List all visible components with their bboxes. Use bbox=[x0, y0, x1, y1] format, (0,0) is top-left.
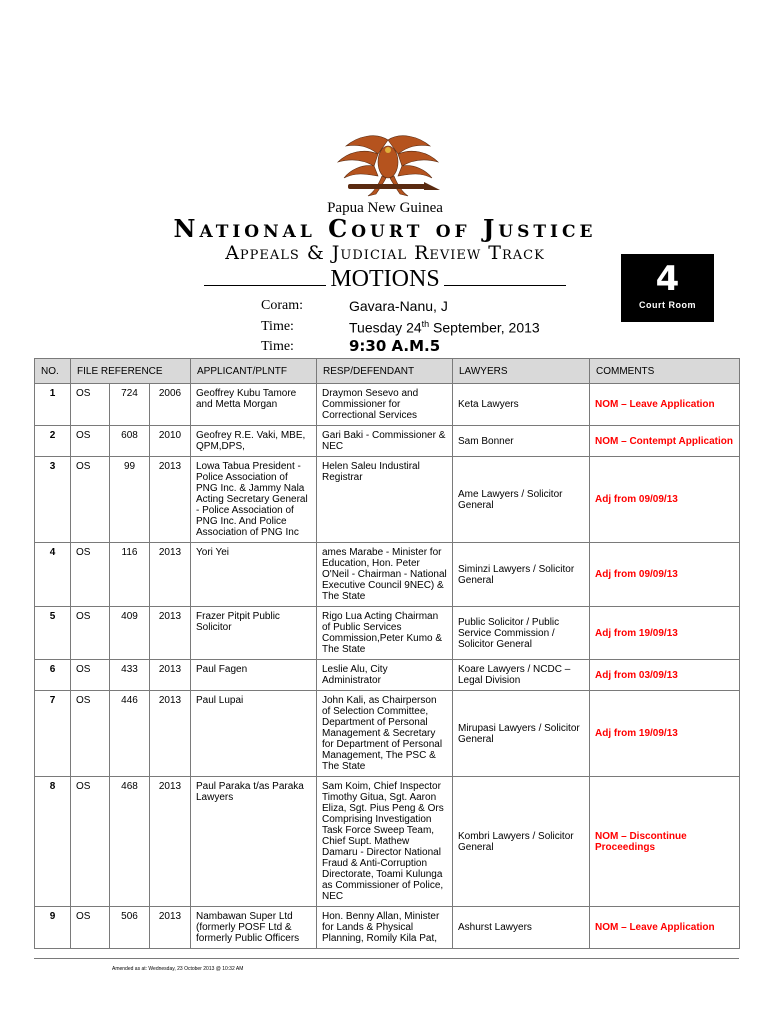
cell-year: 2006 bbox=[150, 384, 191, 426]
cell-applicant: Paul Paraka t/as Paraka Lawyers bbox=[191, 777, 317, 907]
table-row bbox=[35, 543, 740, 607]
cell-comment: NOM – Leave Application bbox=[590, 384, 740, 426]
cell-comment: Adj from 03/09/13 bbox=[590, 660, 740, 691]
coram-value: Gavara-Nanu, J bbox=[349, 298, 448, 314]
motions-table bbox=[34, 358, 740, 949]
cell-type: OS bbox=[71, 384, 110, 426]
cell-type: OS bbox=[71, 543, 110, 607]
table-bottom-rule bbox=[34, 958, 739, 959]
court-room-label: Court Room bbox=[639, 300, 696, 310]
cell-lawyers: Public Solicitor / Public Service Commission / Solicitor General bbox=[453, 607, 590, 660]
cell-no: 4 bbox=[35, 543, 71, 607]
cell-respondent: Sam Koim, Chief Inspector Timothy Gitua, Sgt. Aaron Eliza, Sgt. Pius Peng & Ors Comprising Investigation Task Force Sweep Team, Chief Supt. Mathew Damaru - Director National Fraud & Anti-Corruption Directorate, Toami Kulunga as Commissioner of Police, NEC bbox=[317, 777, 453, 907]
cell-lawyers: Mirupasi Lawyers / Solicitor General bbox=[453, 691, 590, 777]
cell-comment: Adj from 09/09/13 bbox=[590, 543, 740, 607]
cell-respondent: John Kali, as Chairperson of Selection Committee, Department of Personal Management & Secretary for Department of Personal Management, The PSC & The State bbox=[317, 691, 453, 777]
cell-type: OS bbox=[71, 607, 110, 660]
cell-comment: NOM – Leave Application bbox=[590, 907, 740, 949]
cell-type: OS bbox=[71, 691, 110, 777]
cell-applicant: Yori Yei bbox=[191, 543, 317, 607]
cell-num: 99 bbox=[110, 457, 150, 543]
cell-applicant: Lowa Tabua President - Police Association of PNG Inc. & Jammy Nala Acting Secretary General - Police Association of PNG Inc. And Police Association of PNG Inc bbox=[191, 457, 317, 543]
cell-num: 116 bbox=[110, 543, 150, 607]
cell-lawyers: Ashurst Lawyers bbox=[453, 907, 590, 949]
cell-comment: Adj from 19/09/13 bbox=[590, 607, 740, 660]
cell-type: OS bbox=[71, 426, 110, 457]
header-file-reference: FILE REFERENCE bbox=[71, 359, 191, 384]
motions-rule-left bbox=[204, 285, 326, 286]
cell-lawyers: Koare Lawyers / NCDC – Legal Division bbox=[453, 660, 590, 691]
cell-lawyers: Sam Bonner bbox=[453, 426, 590, 457]
cell-year: 2010 bbox=[150, 426, 191, 457]
cell-respondent: Rigo Lua Acting Chairman of Public Services Commission,Peter Kumo & The State bbox=[317, 607, 453, 660]
cell-respondent: ames Marabe - Minister for Education, Hon. Peter O'Neil - Chairman - National Executive Council 9NEC) & The State bbox=[317, 543, 453, 607]
amended-footer: Amended as at: Wednesday, 23 October 2013 @ 10:32 AM bbox=[112, 966, 244, 972]
cell-year: 2013 bbox=[150, 691, 191, 777]
cell-type: OS bbox=[71, 777, 110, 907]
table-row bbox=[35, 426, 740, 457]
bird-of-paradise-emblem-icon bbox=[328, 132, 448, 202]
header-lawyers: LAWYERS bbox=[453, 359, 590, 384]
table-header-row bbox=[35, 359, 740, 384]
cell-year: 2013 bbox=[150, 777, 191, 907]
table-row bbox=[35, 777, 740, 907]
date-value-sup: th bbox=[421, 319, 430, 329]
date-label: Time: bbox=[261, 319, 294, 334]
table-row bbox=[35, 660, 740, 691]
table-row bbox=[35, 907, 740, 949]
cell-no: 5 bbox=[35, 607, 71, 660]
court-title: National Court of Justice bbox=[173, 214, 597, 243]
cell-no: 3 bbox=[35, 457, 71, 543]
cell-respondent: Leslie Alu, City Administrator bbox=[317, 660, 453, 691]
cell-lawyers: Ame Lawyers / Solicitor General bbox=[453, 457, 590, 543]
cell-comment: Adj from 09/09/13 bbox=[590, 457, 740, 543]
cell-year: 2013 bbox=[150, 457, 191, 543]
cell-lawyers: Siminzi Lawyers / Solicitor General bbox=[453, 543, 590, 607]
cell-type: OS bbox=[71, 457, 110, 543]
time-value: 9:30 A.M.5 bbox=[349, 337, 441, 355]
cell-num: 446 bbox=[110, 691, 150, 777]
table-row bbox=[35, 691, 740, 777]
cell-no: 2 bbox=[35, 426, 71, 457]
cell-year: 2013 bbox=[150, 543, 191, 607]
cell-num: 433 bbox=[110, 660, 150, 691]
date-value-suffix: September, 2013 bbox=[429, 319, 540, 336]
motions-rule-right bbox=[444, 285, 566, 286]
cell-comment: Adj from 19/09/13 bbox=[590, 691, 740, 777]
track-title: Appeals & Judicial Review Track bbox=[225, 242, 545, 264]
time-label: Time: bbox=[261, 339, 294, 354]
table-row bbox=[35, 607, 740, 660]
cell-applicant: Frazer Pitpit Public Solicitor bbox=[191, 607, 317, 660]
cell-year: 2013 bbox=[150, 907, 191, 949]
cell-respondent: Draymon Sesevo and Commissioner for Correctional Services bbox=[317, 384, 453, 426]
cell-respondent: Hon. Benny Allan, Minister for Lands & Physical Planning, Romily Kila Pat, bbox=[317, 907, 453, 949]
cell-respondent: Gari Baki - Commissioner & NEC bbox=[317, 426, 453, 457]
cell-no: 8 bbox=[35, 777, 71, 907]
cell-no: 9 bbox=[35, 907, 71, 949]
cell-applicant: Paul Fagen bbox=[191, 660, 317, 691]
table-row bbox=[35, 457, 740, 543]
table-row bbox=[35, 384, 740, 426]
header-applicant: APPLICANT/PLNTF bbox=[191, 359, 317, 384]
cell-num: 506 bbox=[110, 907, 150, 949]
cell-year: 2013 bbox=[150, 607, 191, 660]
court-room-number: 4 bbox=[655, 259, 680, 299]
cell-no: 6 bbox=[35, 660, 71, 691]
cell-comment: NOM – Contempt Application bbox=[590, 426, 740, 457]
court-room-badge bbox=[621, 254, 714, 322]
header-no: NO. bbox=[35, 359, 71, 384]
cell-comment: NOM – Discontinue Proceedings bbox=[590, 777, 740, 907]
cell-num: 724 bbox=[110, 384, 150, 426]
header-respondent: RESP/DEFENDANT bbox=[317, 359, 453, 384]
header-comments: COMMENTS bbox=[590, 359, 740, 384]
cell-applicant: Geoffrey Kubu Tamore and Metta Morgan bbox=[191, 384, 317, 426]
cell-type: OS bbox=[71, 907, 110, 949]
cell-applicant: Geofrey R.E. Vaki, MBE, QPM,DPS, bbox=[191, 426, 317, 457]
cell-no: 1 bbox=[35, 384, 71, 426]
cell-no: 7 bbox=[35, 691, 71, 777]
cell-num: 409 bbox=[110, 607, 150, 660]
cell-type: OS bbox=[71, 660, 110, 691]
cell-lawyers: Keta Lawyers bbox=[453, 384, 590, 426]
cell-num: 608 bbox=[110, 426, 150, 457]
cell-applicant: Paul Lupai bbox=[191, 691, 317, 777]
cell-num: 468 bbox=[110, 777, 150, 907]
date-value-prefix: Tuesday 24 bbox=[349, 319, 422, 336]
cell-respondent: Helen Saleu Industiral Registrar bbox=[317, 457, 453, 543]
cell-year: 2013 bbox=[150, 660, 191, 691]
cell-applicant: Nambawan Super Ltd (formerly POSF Ltd & formerly Public Officers bbox=[191, 907, 317, 949]
cell-lawyers: Kombri Lawyers / Solicitor General bbox=[453, 777, 590, 907]
date-value bbox=[349, 319, 540, 336]
coram-label: Coram: bbox=[261, 298, 303, 313]
country-name: Papua New Guinea bbox=[327, 200, 443, 216]
motions-label: MOTIONS bbox=[330, 266, 440, 292]
